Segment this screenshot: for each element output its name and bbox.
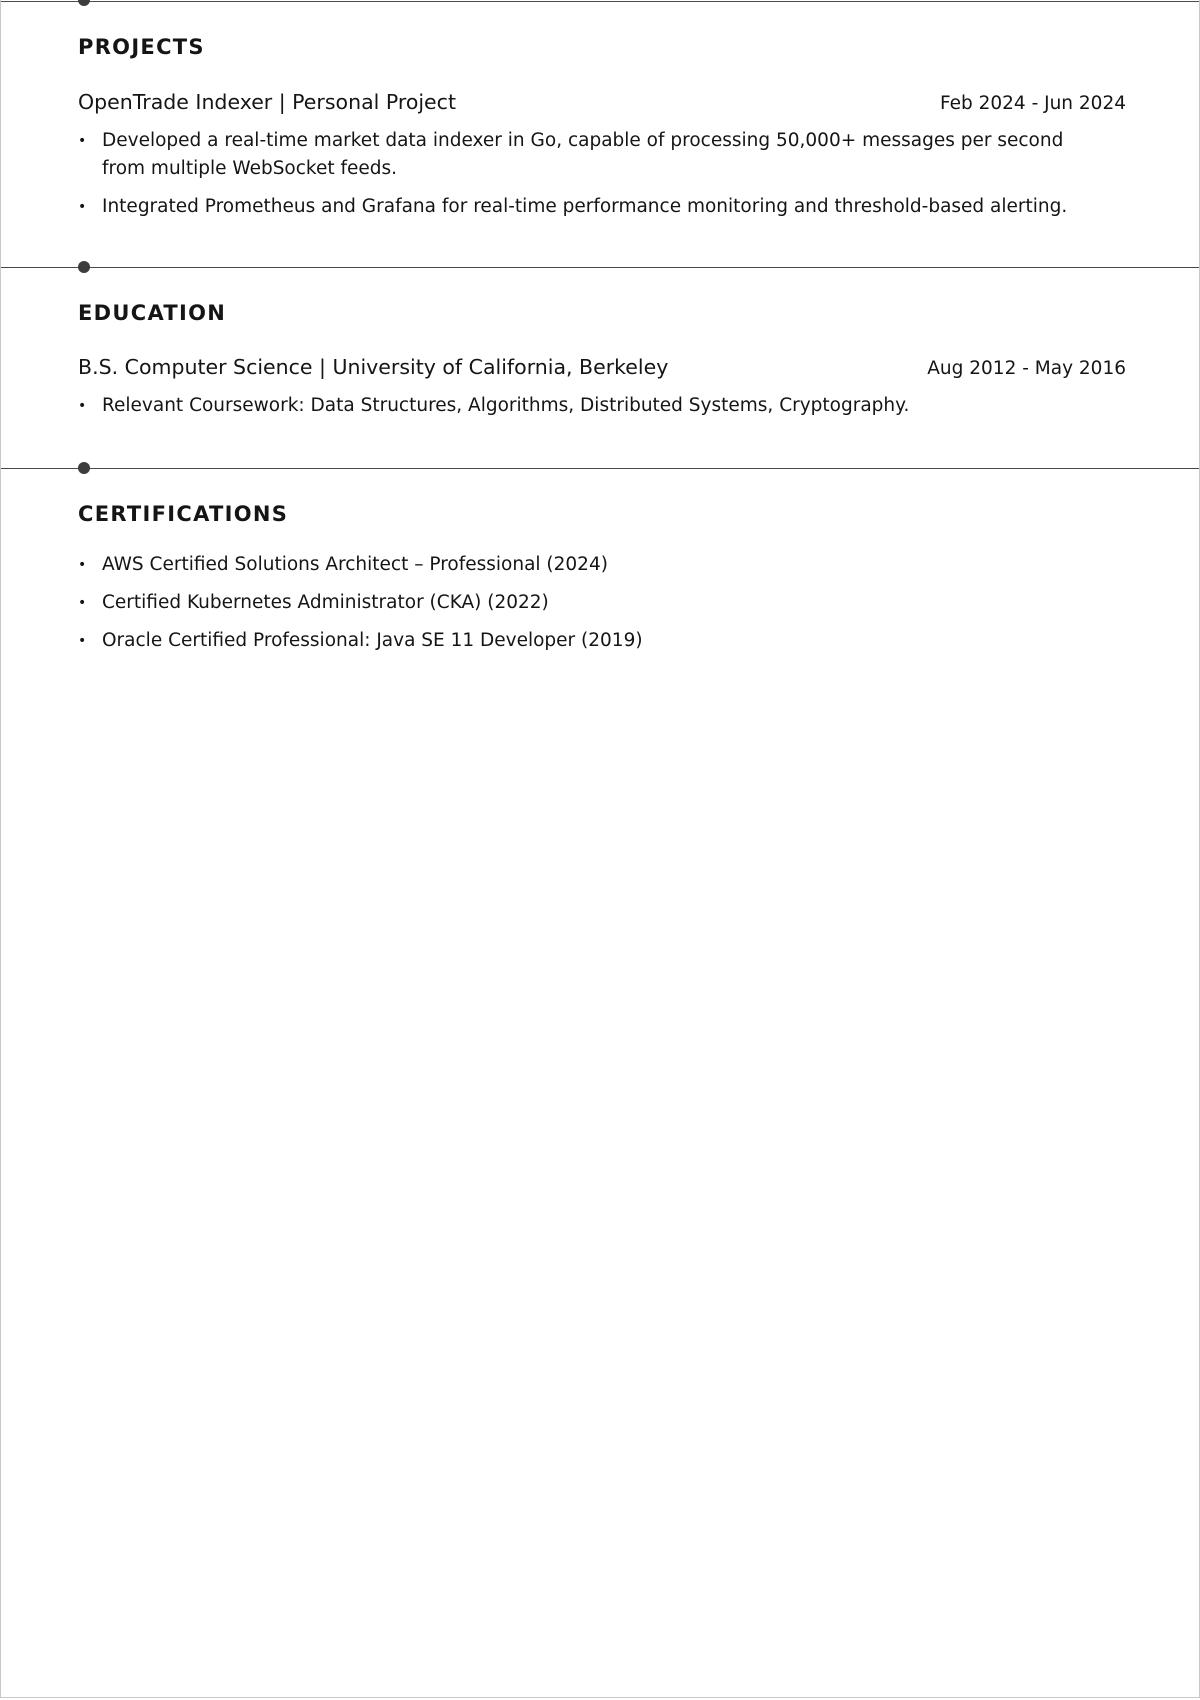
list-item: • Relevant Coursework: Data Structures, Algorithms, Distributed Systems, Cryptography.	[78, 392, 1126, 420]
bullet-icon: •	[78, 557, 87, 573]
bullet-icon: •	[78, 633, 87, 649]
list-item: • Developed a real-time market data indexer in Go, capable of processing 50,000+ messages per second from multiple WebSocket feeds.	[78, 127, 1088, 183]
bullet-icon: •	[78, 398, 87, 414]
education-bullets	[78, 392, 1126, 420]
education-entry-header	[78, 355, 1126, 379]
list-item: • Certified Kubernetes Administrator (CKA) (2022)	[78, 589, 1126, 617]
section-heading: PROJECTS	[78, 35, 205, 59]
education-title: B.S. Computer Science | University of California, Berkeley	[78, 355, 669, 379]
project-title: OpenTrade Indexer | Personal Project	[78, 90, 456, 114]
bullet-icon: •	[78, 199, 87, 215]
bullet-icon: •	[78, 595, 87, 611]
section-heading: CERTIFICATIONS	[78, 502, 289, 526]
bullet-icon: •	[78, 133, 87, 149]
certification-bullets	[78, 551, 1126, 655]
certifications-section	[78, 504, 1126, 655]
list-item: • AWS Certified Solutions Architect – Professional (2024)	[78, 551, 1126, 579]
education-section	[78, 303, 1126, 420]
divider-dot	[78, 462, 90, 474]
section-heading: EDUCATION	[78, 301, 227, 325]
project-entry-header	[78, 90, 1126, 114]
divider-dot	[78, 261, 90, 273]
list-item: • Integrated Prometheus and Grafana for real-time performance monitoring and threshold-based alerting.	[78, 193, 1088, 221]
education-dates: Aug 2012 - May 2016	[927, 358, 1126, 379]
section-divider	[1, 1, 1199, 2]
section-divider	[1, 468, 1199, 469]
list-item: • Oracle Certified Professional: Java SE 11 Developer (2019)	[78, 627, 1126, 655]
section-divider	[1, 267, 1199, 268]
project-bullets	[78, 127, 1088, 221]
divider-dot	[78, 0, 90, 6]
project-dates: Feb 2024 - Jun 2024	[939, 93, 1126, 114]
projects-section	[78, 37, 1126, 221]
